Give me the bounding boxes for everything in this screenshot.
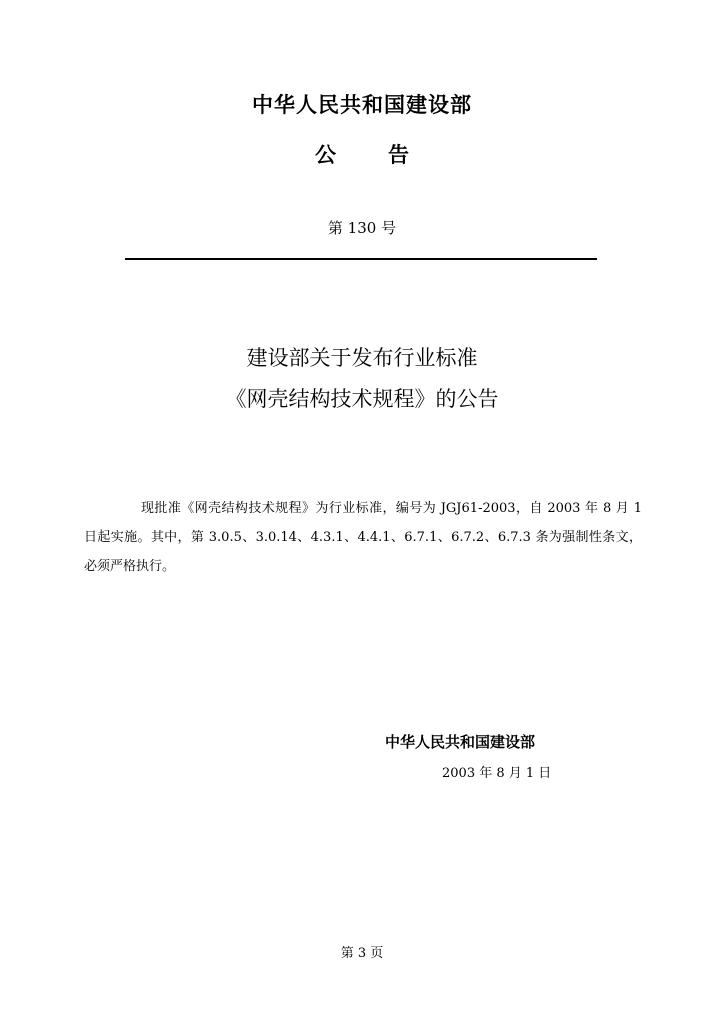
page-number: 第 3 页 (340, 946, 384, 961)
signature-date: 2003 年 8 月 1 日 (442, 766, 552, 781)
notice-label (0, 140, 724, 170)
notice-number: 第 130 号 (327, 219, 397, 237)
notice-label-left: 公 (315, 143, 336, 167)
issuer-heading: 中华人民共和国建设部 (252, 93, 472, 117)
header-divider (125, 258, 597, 260)
signature-issuer: 中华人民共和国建设部 (385, 733, 536, 751)
notice-body-paragraph: 现批准《网壳结构技术规程》为行业标准，编号为 JGJ61-2003，自 2003 年 8 月 1 日起实施。其中，第 3.0.5、3.0.14、4.3.1、4.4.1、6.7.1、6.7.2、6.7.3 条为强制性条文，必须严格执行。 (84, 501, 642, 574)
notice-title-line-2: 《网壳结构技术规程》的公告 (225, 387, 499, 411)
notice-label-right: 告 (388, 143, 409, 167)
notice-title-line-1: 建设部关于发布行业标准 (246, 346, 478, 370)
